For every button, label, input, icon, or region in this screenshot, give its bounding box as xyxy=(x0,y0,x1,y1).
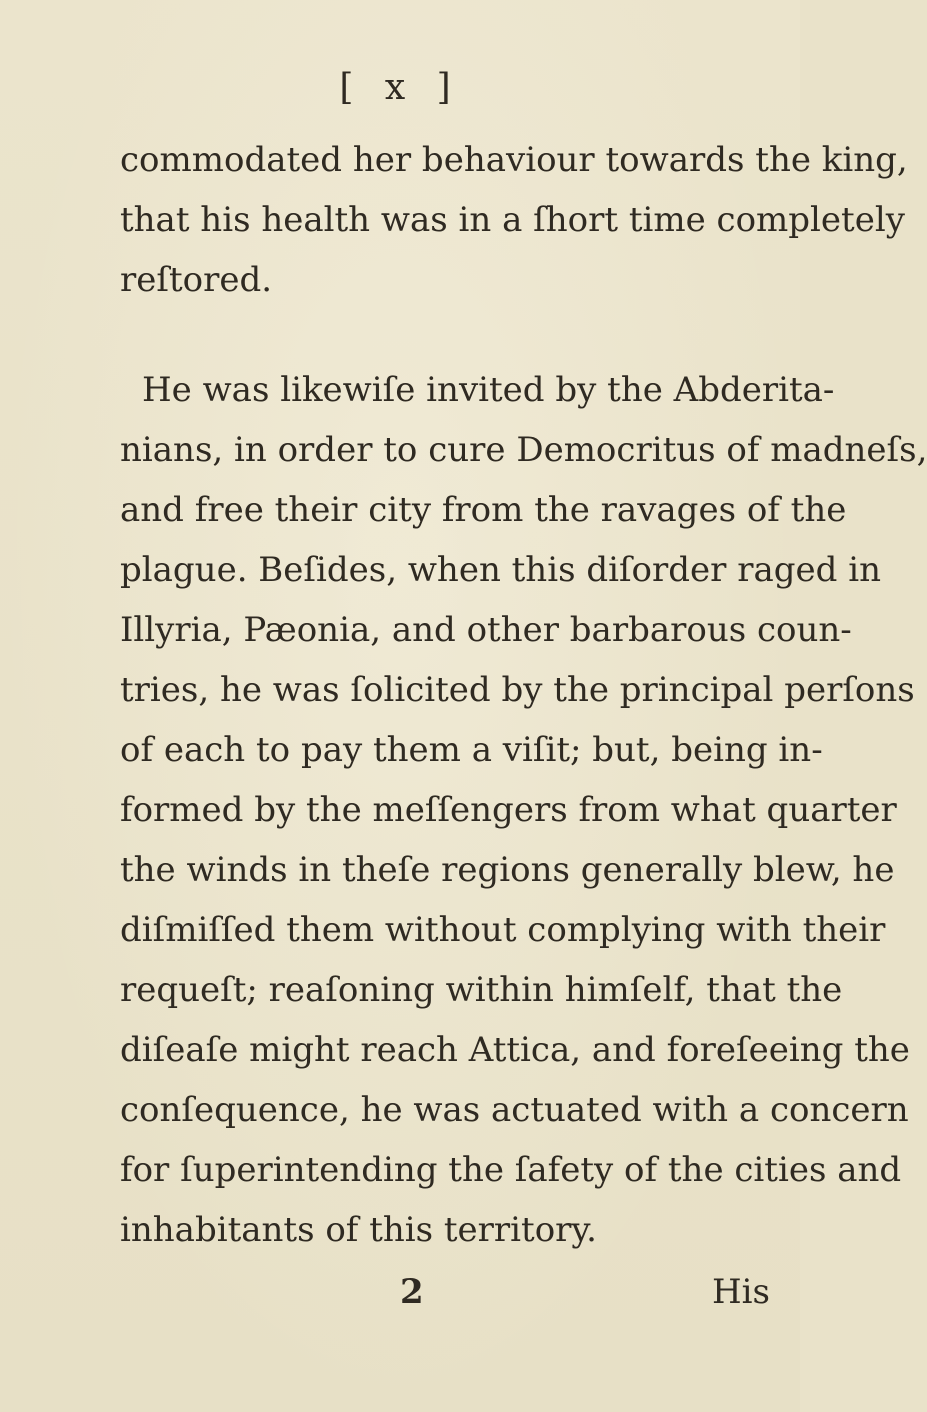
text-line: commodated her behaviour towards the king, xyxy=(120,140,908,180)
catchword: His xyxy=(712,1272,770,1312)
text-line: diſmiſſed them without complying with their xyxy=(120,910,886,950)
text-line: formed by the meſſengers from what quarter xyxy=(120,790,897,830)
text-line: tries, he was ſolicited by the principal perſons xyxy=(120,670,915,710)
text-line: of each to pay them a viſit; but, being in- xyxy=(120,730,823,770)
text-line: nians, in order to cure Democritus of madneſs, xyxy=(120,430,927,470)
text-line: Illyria, Pæonia, and other barbarous coun- xyxy=(120,610,852,650)
text-line: inhabitants of this territory. xyxy=(120,1210,597,1250)
text-line: the winds in theſe regions generally blew, he xyxy=(120,850,895,890)
page-footer xyxy=(0,1262,800,1322)
text-line: and free their city from the ravages of the xyxy=(120,490,847,530)
signature-mark: 2 xyxy=(400,1272,424,1312)
text-line: for ſuperintending the ſafety of the cities and xyxy=(120,1150,902,1190)
text-line: reſtored. xyxy=(120,260,273,300)
text-line: that his health was in a ſhort time completely xyxy=(120,200,905,240)
text-line: conſequence, he was actuated with a concern xyxy=(120,1090,909,1130)
text-line: diſeaſe might reach Attica, and foreſeeing the xyxy=(120,1030,910,1070)
text-line: plague. Beſides, when this diſorder raged in xyxy=(120,550,881,590)
page-number-header: [ x ] xyxy=(339,67,461,108)
text-line: requeſt; reaſoning within himſelf, that the xyxy=(120,970,843,1010)
text-line: He was likewiſe invited by the Abderita- xyxy=(142,370,835,410)
